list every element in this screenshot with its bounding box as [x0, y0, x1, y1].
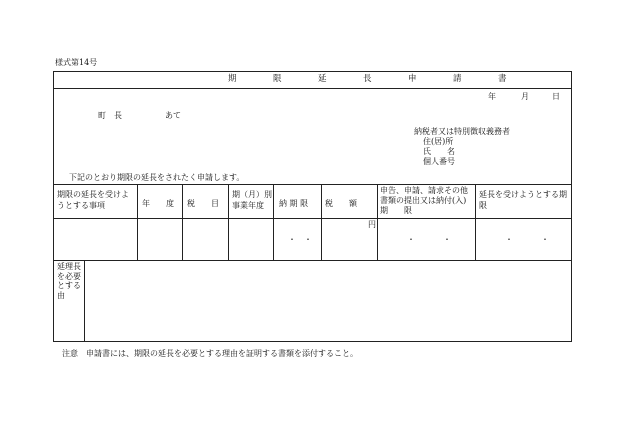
header-fiscal-year: 年 度	[142, 199, 174, 208]
date-day: 日	[552, 92, 560, 101]
header-tax-item: 税 目	[187, 199, 219, 208]
header-period: 期（月）別事業年度	[232, 190, 272, 210]
header-submission-deadline: 申告、申請、請求その他書類の提出又は納付(入) 期 限	[380, 186, 483, 215]
col-line	[228, 184, 229, 260]
due-date-dots: ・ ・	[288, 235, 312, 244]
form-title: 期 限 延 長 申 請 書	[228, 74, 521, 84]
applicant-name: 氏 名	[423, 147, 455, 156]
submission-date-dots: ・ ・	[407, 235, 461, 244]
footnote: 注意 申請書には、期限の延長を必要とする理由を証明する書類を添付すること。	[62, 349, 358, 358]
date-year: 年	[488, 92, 496, 101]
header-tax-amount: 税 額	[325, 199, 357, 208]
yen-unit: 円	[368, 220, 376, 229]
col-line	[377, 184, 378, 260]
header-due-date: 納 期 限	[279, 199, 309, 208]
table-top-line	[54, 184, 571, 185]
header-requested-deadline: 延長を受けようとする期 限	[479, 190, 599, 210]
title-divider	[54, 88, 571, 89]
applicant-address: 住(居)所	[423, 137, 454, 146]
reason-divider	[84, 260, 85, 341]
applicant-label: 納税者又は特別徴収義務者	[414, 127, 510, 136]
applicant-id-number: 個人番号	[423, 157, 455, 166]
date-month: 月	[521, 92, 529, 101]
table-header-line	[54, 218, 571, 219]
requested-date-dots: ・ ・	[505, 235, 559, 244]
reason-field[interactable]	[86, 261, 570, 340]
addressee-to: あて	[165, 111, 181, 120]
header-extension-item: 期限の延長を受けようとする事項	[57, 190, 129, 210]
reason-label: 延理長を必要とする由	[57, 262, 81, 300]
col-line	[182, 184, 183, 260]
col-line	[321, 184, 322, 260]
addressee-mayor: 町 長	[98, 111, 122, 120]
request-text: 下記のとおり期限の延長をされたく申請します。	[69, 173, 245, 182]
form-number: 様式第14号	[55, 58, 98, 67]
col-line	[137, 184, 138, 260]
